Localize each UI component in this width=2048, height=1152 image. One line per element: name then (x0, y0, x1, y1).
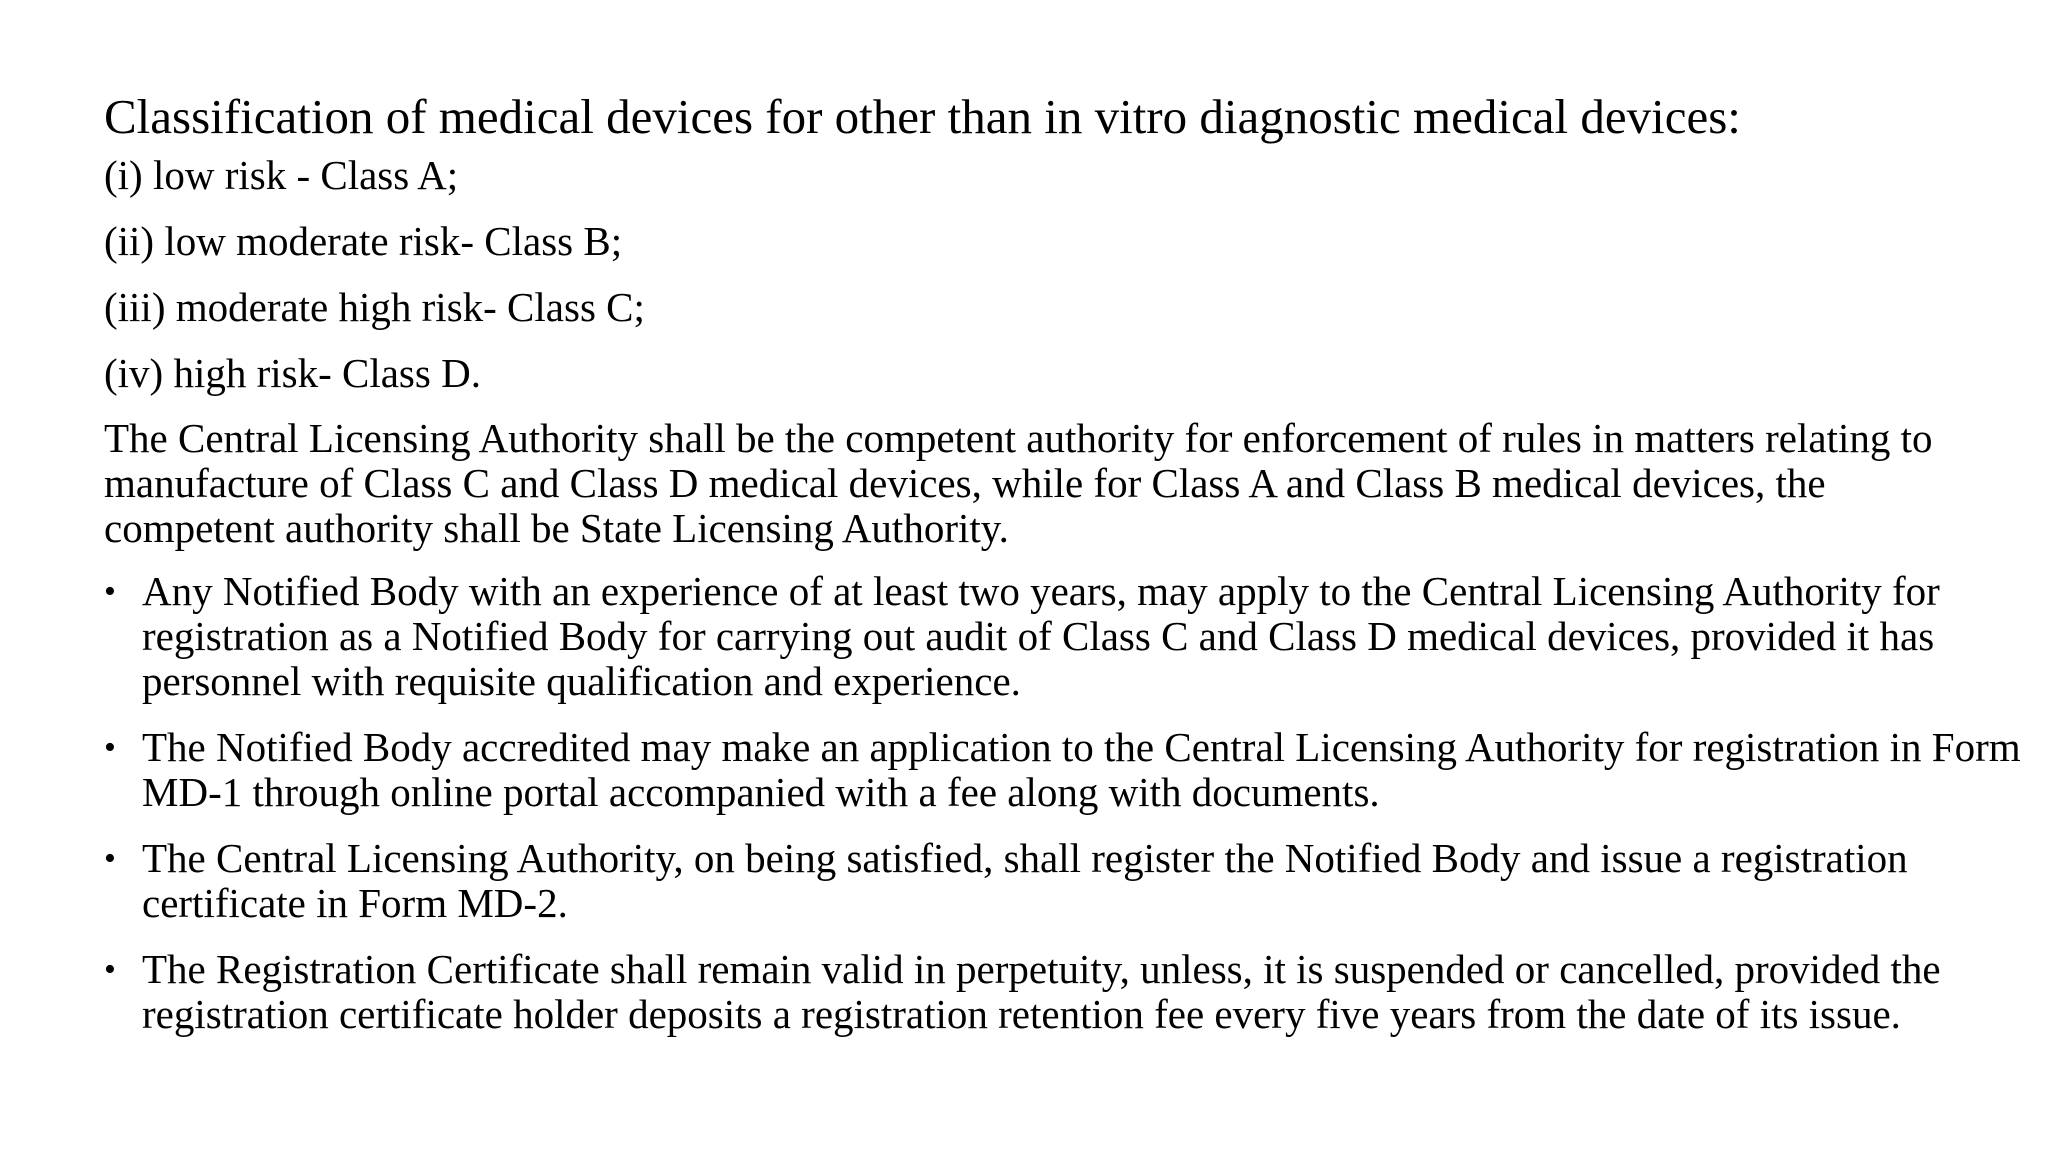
slide-heading: Classification of medical devices for other than in vitro diagnostic medical devices: (104, 89, 1741, 144)
bullet-item (104, 947, 2024, 1037)
bullet-text: The Central Licensing Authority, on being satisfied, shall register the Notified Body and issue a registration certificate in Form MD-2. (142, 835, 1908, 926)
risk-class-item: (iv) high risk- Class D. (104, 350, 481, 396)
slide-content (104, 88, 2021, 1058)
bullet-item (104, 725, 2024, 815)
bullet-item (104, 836, 2024, 926)
risk-class-item: (ii) low moderate risk- Class B; (104, 218, 623, 264)
bullet-icon: • (104, 951, 116, 988)
bullet-icon: • (104, 729, 116, 766)
risk-class-item: (i) low risk - Class A; (104, 152, 459, 198)
risk-class-list (104, 152, 2004, 397)
bullet-list (104, 568, 2021, 1037)
bullet-text: The Notified Body accredited may make an application to the Central Licensing Authority for registration in Form MD-1 through online portal accompanied with a fee along with documents. (142, 724, 2021, 815)
authority-paragraph: The Central Licensing Authority shall be the competent authority for enforcement of rules in matters relating to manufacture of Class C and Class D medical devices, while for Class A and Class B medical devices, the competent authority shall be State Licensing Authority. (104, 415, 1933, 551)
bullet-text: Any Notified Body with an experience of at least two years, may apply to the Central Licensing Authority for registration as a Notified Body for carrying out audit of Class C and Class D medical devices, provided it has personnel with requisite qualification and experience. (142, 568, 1940, 704)
bullet-item (104, 569, 2024, 704)
risk-class-item: (iii) moderate high risk- Class C; (104, 284, 645, 330)
bullet-icon: • (104, 573, 116, 610)
bullet-text: The Registration Certificate shall remain valid in perpetuity, unless, it is suspended or cancelled, provided the registration certificate holder deposits a registration retention fee every five years from the date of its issue. (142, 946, 1941, 1037)
bullet-icon: • (104, 840, 116, 877)
